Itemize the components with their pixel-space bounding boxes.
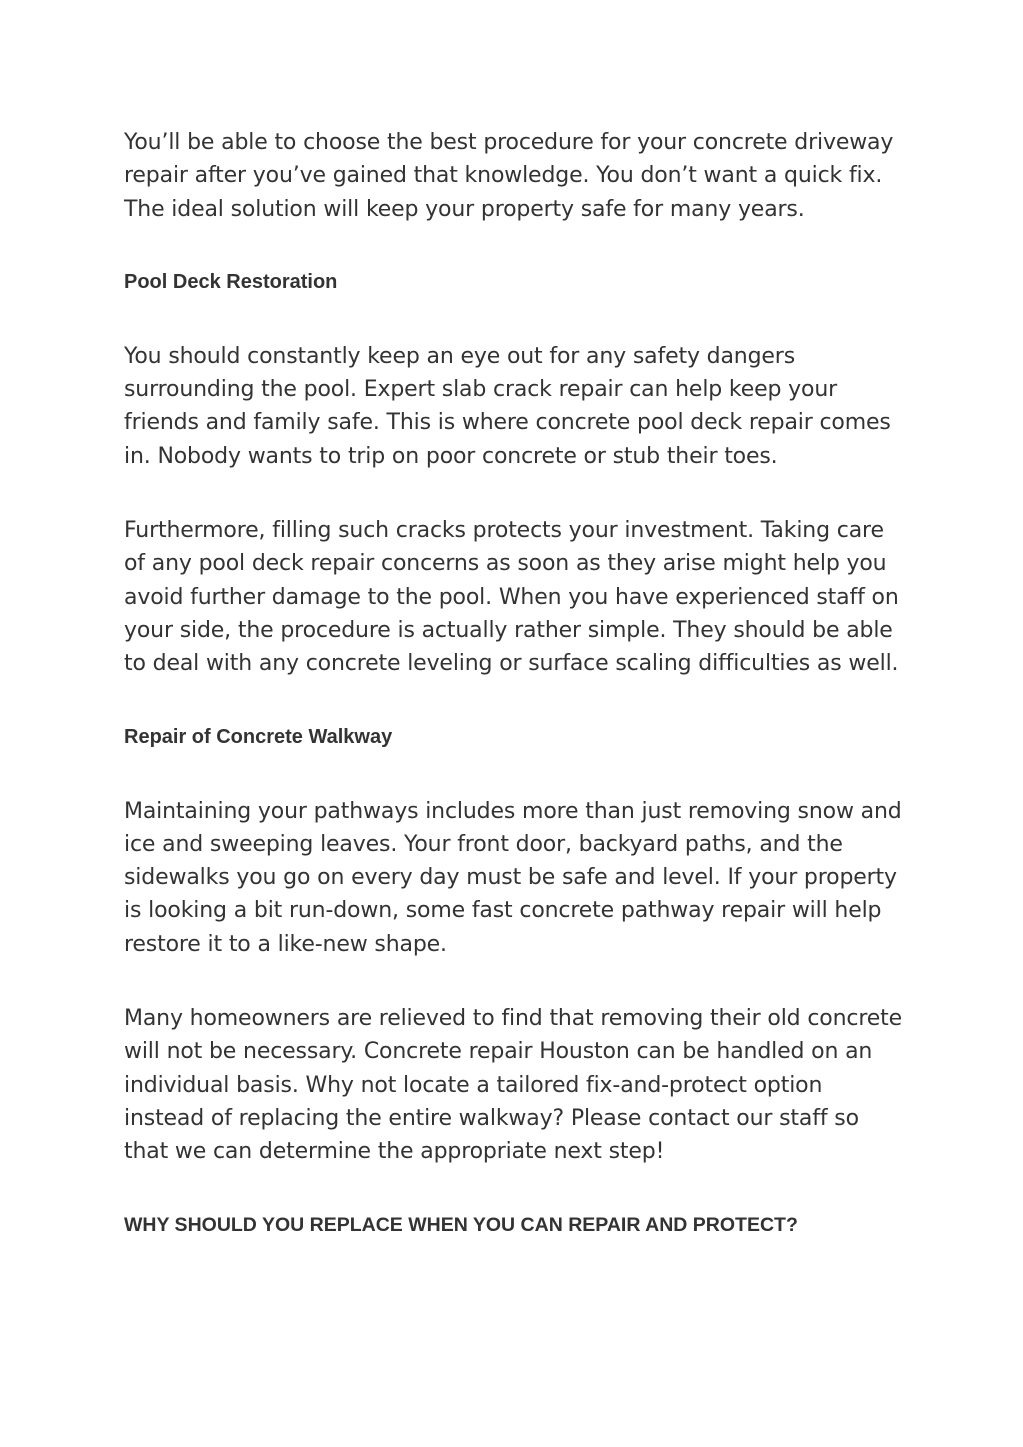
section-heading-walkway: Repair of Concrete Walkway	[124, 725, 393, 748]
section-heading-replace-or-repair: WHY SHOULD YOU REPLACE WHEN YOU CAN REPAIR AND PROTECT?	[124, 1213, 798, 1236]
pool-deck-paragraph-1: You should constantly keep an eye out for any safety dangers surrounding the pool. Expert slab crack repair can help keep your friends and family safe. This is where concrete pool deck repair comes in. Nobody wants to trip on poor concrete or stub their toes.	[124, 343, 891, 469]
intro-paragraph: You’ll be able to choose the best procedure for your concrete driveway repair after you’ve gained that knowledge. You don’t want a quick fix. The ideal solution will keep your property safe for many years.	[124, 130, 894, 222]
pool-deck-paragraph-2: Furthermore, filling such cracks protects your investment. Taking care of any pool deck repair concerns as soon as they arise might help you avoid further damage to the pool. When you have experienced staff on your side, the procedure is actually rather simple. They should be able to deal with any concrete leveling or surface scaling difficulties as well.	[124, 518, 899, 677]
walkway-paragraph-2: Many homeowners are relieved to find that removing their old concrete will not be necessary. Concrete repair Houston can be handled on an individual basis. Why not locate a tailored fix-and-protect option instead of replacing the entire walkway? Please contact our staff so that we can determine the appropriate next step!	[124, 1006, 902, 1165]
document-page	[124, 126, 904, 1239]
walkway-paragraph-1: Maintaining your pathways includes more than just removing snow and ice and sweeping leaves. Your front door, backyard paths, and the sidewalks you go on every day must be safe and level. If your property is looking a bit run-down, some fast concrete pathway repair will help restore it to a like-new shape.	[124, 798, 902, 957]
section-heading-pool-deck: Pool Deck Restoration	[124, 270, 338, 293]
